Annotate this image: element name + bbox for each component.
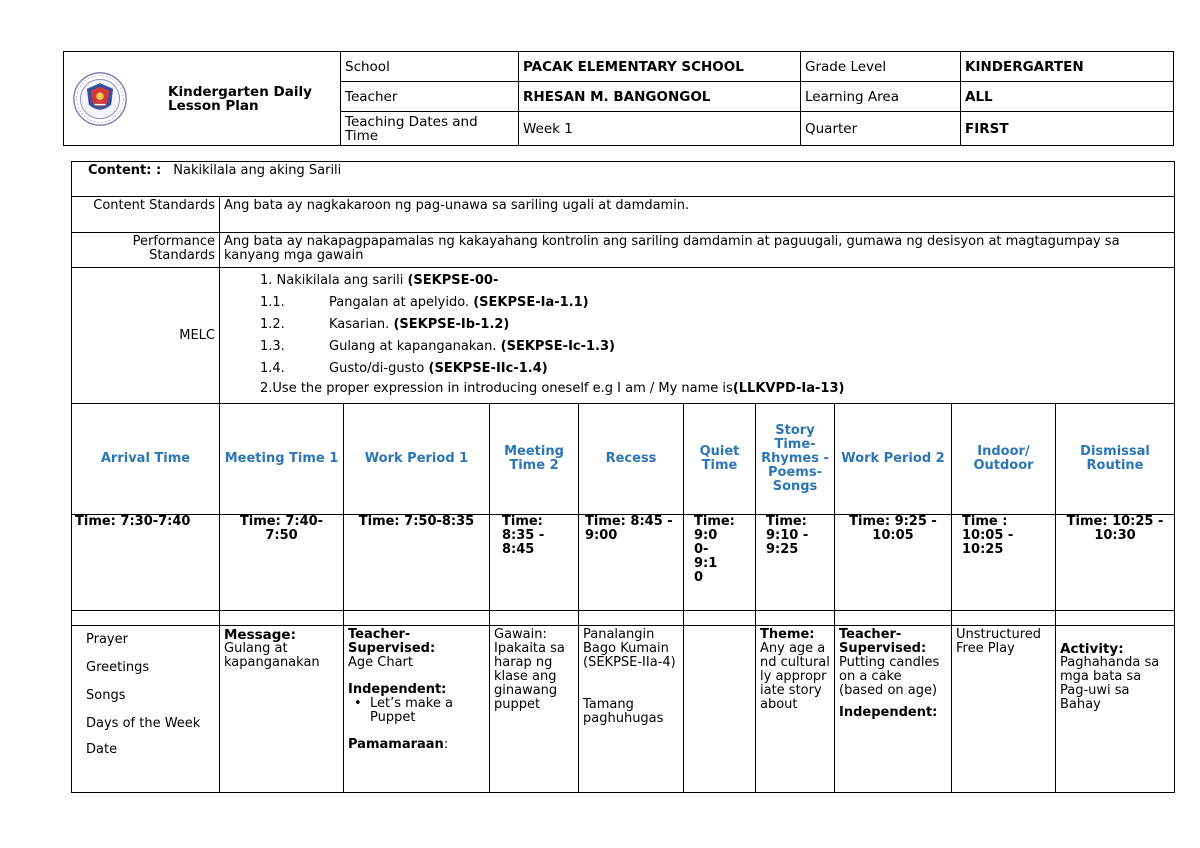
content-standards-value: Ang bata ay nagkakaroon ng pag-unawa sa sariling ugali at damdamin. — [220, 197, 1175, 233]
teaching-dates-label: Teaching Dates and Time — [341, 112, 519, 146]
schedule-time: Time: 8:35 - 8:45 — [490, 515, 579, 611]
quarter-label: Quarter — [801, 112, 961, 146]
schedule-header: Arrival Time — [72, 404, 220, 515]
schedule-time: Time: 7:40- 7:50 — [220, 515, 344, 611]
arrival-item: Days of the Week — [86, 716, 201, 731]
message-text: Gulang at kapanganakan — [224, 641, 320, 670]
spacer-row — [72, 611, 1175, 626]
schedule-header: Quiet Time — [684, 404, 756, 515]
theme-text: Any age and culturally appropriate story about — [760, 641, 830, 712]
recess-prayer: Panalangin Bago Kumain (SEKPSE-IIa-4) — [583, 627, 676, 670]
schedule-header: Work Period 2 — [835, 404, 952, 515]
deped-seal-icon — [72, 71, 128, 127]
melc-item: 2.Use the proper expression in introducing oneself e.g I am / My name is (LLKVPD-Ia-13) — [260, 381, 845, 396]
recess-handwashing: Tamang paghuhugas — [583, 697, 664, 726]
arrival-item: Prayer — [86, 632, 128, 647]
independent-label: Independent: — [348, 682, 447, 697]
schedule-time-row — [72, 515, 1175, 611]
content-value: Nakikilala ang aking Sarili — [173, 163, 342, 178]
work-period-2-activities — [835, 626, 952, 793]
melc-item: 1.1. Pangalan at apelyido. (SEKPSE-Ia-1.1) — [260, 295, 589, 310]
melc-item: 1. Nakikilala ang sarili (SEKPSE-00- — [260, 273, 499, 288]
method-line: Pamamaraan: — [348, 737, 449, 752]
meeting-time-1-activities — [220, 626, 344, 793]
schedule-header-row — [72, 404, 1175, 515]
schedule-header: Dismissal Routine — [1056, 404, 1175, 515]
theme-label: Theme: — [760, 627, 815, 642]
content-standards-label: Content Standards — [72, 197, 220, 233]
quarter-value: FIRST — [961, 112, 1174, 146]
performance-standards-label: Performance Standards — [72, 233, 220, 268]
schedule-time: Time: 7:50-8:35 — [344, 515, 490, 611]
independent-item: • Let’s make a Puppet — [370, 697, 485, 725]
schedule-header: Recess — [579, 404, 684, 515]
activity-text: Paghahanda sa mga bata sa Pag-uwi sa Bahay — [1060, 655, 1160, 712]
melc-item: 1.3. Gulang at kapanganakan. (SEKPSE-Ic-1.3) — [260, 339, 615, 354]
activity-label: Activity: — [1060, 641, 1124, 657]
arrival-item: Greetings — [86, 660, 150, 675]
independent-label: Independent: — [839, 705, 938, 720]
content-row — [72, 162, 1175, 197]
teacher-supervised-text: Age Chart — [348, 655, 413, 670]
schedule-header: Story Time- Rhymes - Poems- Songs — [756, 404, 835, 515]
schedule-time: Time: 9:0 0- 9:1 0 — [684, 515, 756, 611]
melc-list — [220, 268, 1175, 404]
schedule-time: Time: 9:25 - 10:05 — [835, 515, 952, 611]
schedule-header: Work Period 1 — [344, 404, 490, 515]
quiet-time-activities — [684, 626, 756, 793]
dismissal-activities — [1056, 626, 1175, 793]
lesson-plan-table — [71, 161, 1175, 793]
schedule-header: Indoor/ Outdoor — [952, 404, 1056, 515]
melc-item: 1.2. Kasarian. (SEKPSE-Ib-1.2) — [260, 317, 510, 332]
activities-row — [72, 626, 1175, 793]
indoor-outdoor-activities: Unstructured Free Play — [952, 626, 1056, 793]
teacher-label: Teacher — [341, 82, 519, 112]
teacher-supervised-label: Teacher-Supervised: — [839, 627, 927, 656]
schedule-time: Time: 7:30-7:40 — [72, 515, 220, 611]
learning-area-label: Learning Area — [801, 82, 961, 112]
school-label: School — [341, 52, 519, 82]
schedule-time: Time: 9:10 - 9:25 — [756, 515, 835, 611]
teacher-supervised-text: Putting candles on a cake (based on age) — [839, 655, 940, 698]
teaching-dates-value: Week 1 — [519, 112, 801, 146]
arrival-item: Songs — [86, 688, 126, 703]
school-value: PACAK ELEMENTARY SCHOOL — [519, 52, 801, 82]
grade-level-label: Grade Level — [801, 52, 961, 82]
meeting-time-2-activities: Gawain: Ipakaita sa harap ng klase ang ginawang puppet — [490, 626, 579, 793]
schedule-time: Time : 10:05 - 10:25 — [952, 515, 1056, 611]
teacher-supervised-label: Teacher-Supervised: — [348, 627, 436, 656]
performance-standards-value: Ang bata ay nakapagpapamalas ng kakayahang kontrolin ang sariling damdamin at paguugali, gumawa ng desisyon at magtagumpay sa kanyang mga gawain — [220, 233, 1175, 268]
plan-title: Kindergarten Daily Lesson Plan — [168, 83, 312, 114]
arrival-activities — [72, 626, 220, 793]
independent-list — [348, 697, 485, 725]
arrival-item: Date — [86, 742, 118, 757]
grade-level-value: KINDERGARTEN — [961, 52, 1174, 82]
schedule-header: Meeting Time 1 — [220, 404, 344, 515]
schedule-time: Time: 10:25 - 10:30 — [1056, 515, 1175, 611]
schedule-time: Time: 8:45 - 9:00 — [579, 515, 684, 611]
content-label: Content: : — [88, 163, 162, 178]
header-logo-cell — [64, 52, 341, 146]
header-table — [63, 51, 1174, 146]
learning-area-value: ALL — [961, 82, 1174, 112]
melc-label: MELC — [72, 268, 220, 404]
melc-item: 1.4. Gusto/di-gusto (SEKPSE-IIc-1.4) — [260, 361, 548, 376]
message-label: Message: — [224, 627, 296, 643]
schedule-header: Meeting Time 2 — [490, 404, 579, 515]
teacher-value: RHESAN M. BANGONGOL — [519, 82, 801, 112]
work-period-1-activities — [344, 626, 490, 793]
recess-activities — [579, 626, 684, 793]
method-label: Pamamaraan — [348, 737, 444, 752]
story-time-activities — [756, 626, 835, 793]
